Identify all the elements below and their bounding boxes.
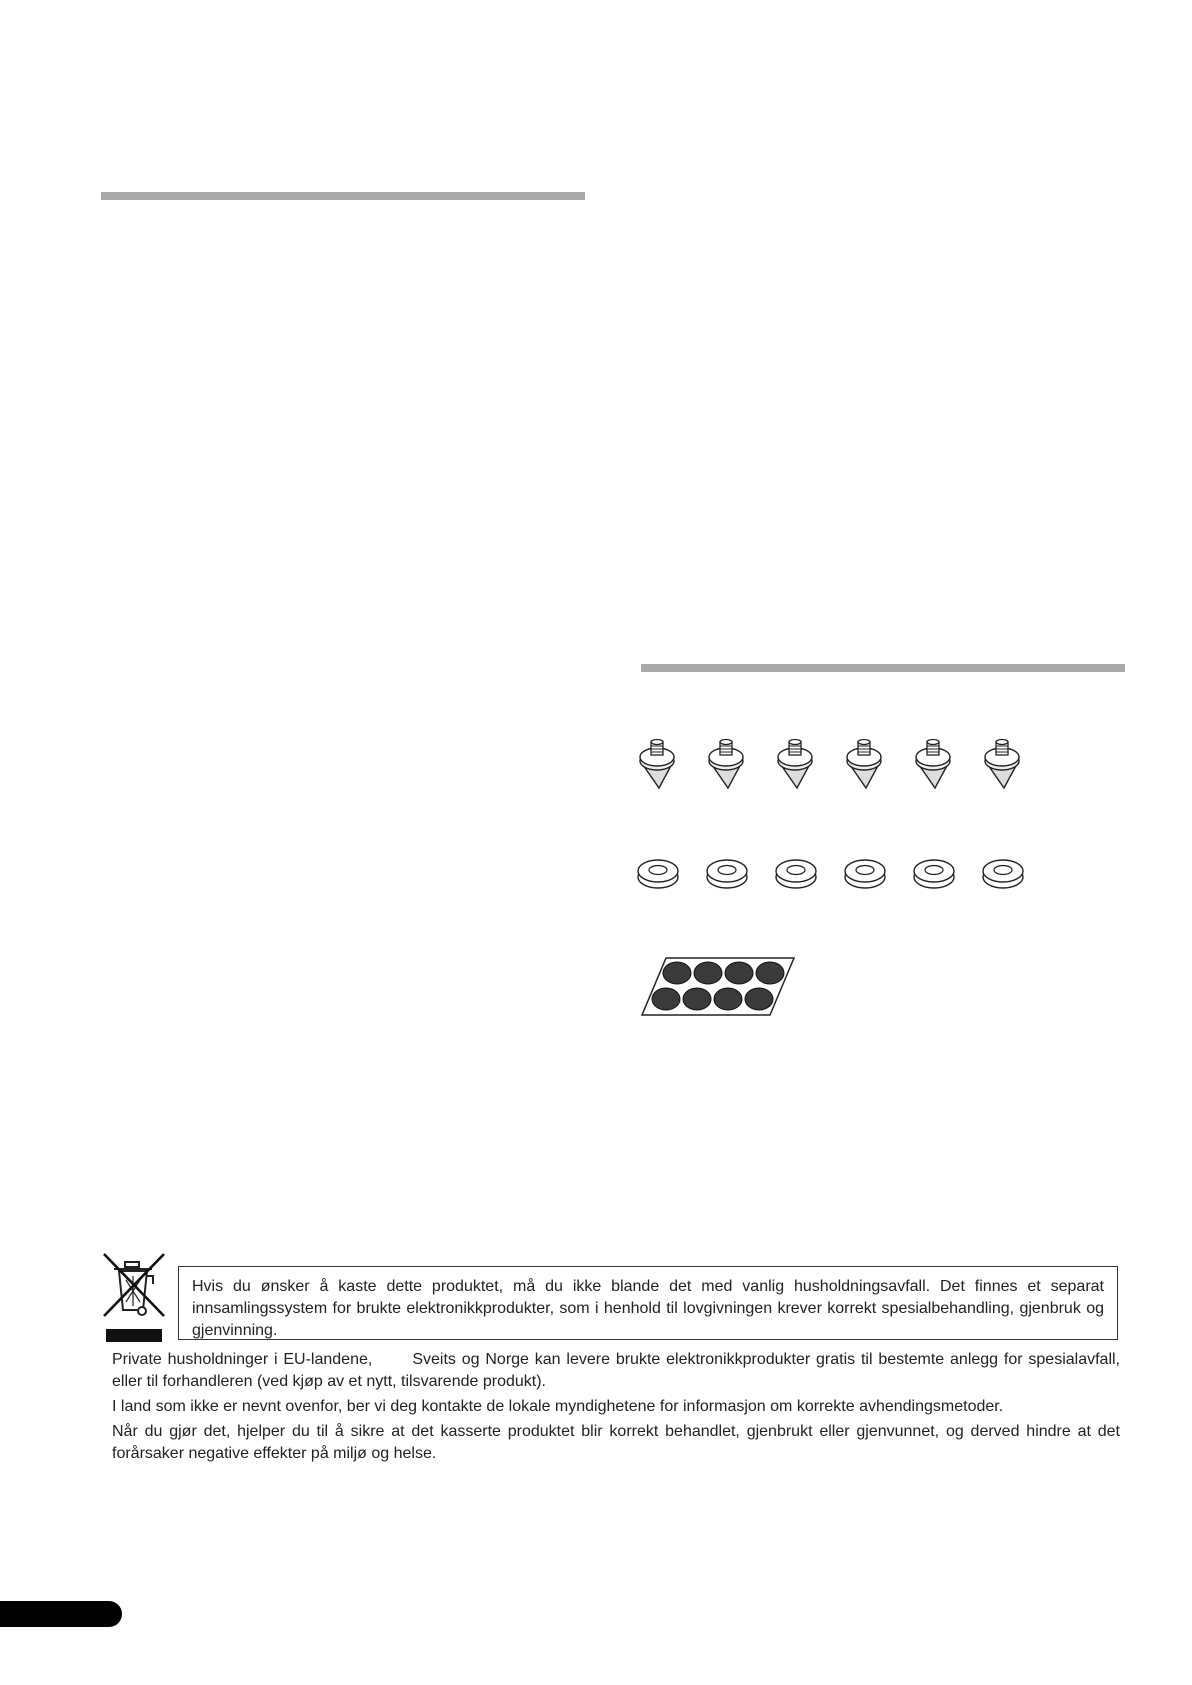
disposal-para-1-start: Private husholdninger i EU-landene,: [112, 1351, 373, 1368]
disposal-para-1-end: Sveits og Norge kan levere brukte elektronikkprodukter gratis til bestemte anlegg for spesialavfall, eller til forhandleren (ved kjøp av et nytt, tilsvarende produkt).: [112, 1351, 1121, 1390]
speaker-spike-icon: [635, 738, 679, 790]
disposal-notice-text: Hvis du ønsker å kaste dette produktet, må du ikke blande det med vanlig husholdningsavfall. Det finnes et separat innsamlingssystem for brukte elektronikkprodukter, som i henhold til lovgivningen krever korrekt spesialbehandling, gjenbruk og gjenvinning.: [192, 1278, 1104, 1339]
speaker-spike-icon: [842, 738, 886, 790]
section-rule-left: [101, 192, 585, 200]
spike-pad-icon: [635, 856, 681, 892]
spike-pad-icon: [704, 856, 750, 892]
disposal-para-1: [112, 1349, 1120, 1393]
speaker-spike-icon: [980, 738, 1024, 790]
non-skid-pad-sheet-icon: [640, 955, 795, 1019]
spike-pad-icon: [911, 856, 957, 892]
disposal-para-3: Når du gjør det, hjelper du til å sikre at det kasserte produktet blir korrekt behandlet, gjenbrukt eller gjenvunnet, og derved hindre at det forårsaker negative effekter på miljø og helse.: [112, 1423, 1120, 1462]
speaker-spike-icon: [773, 738, 817, 790]
disposal-para-2: I land som ikke er nevnt ovenfor, ber vi deg kontakte de lokale myndighetene for informasjon om korrekte avhendingsmetoder.: [112, 1398, 1004, 1415]
page-number-tab: [0, 1601, 122, 1627]
spike-pad-icon: [773, 856, 819, 892]
spike-pad-icon: [980, 856, 1026, 892]
speaker-spike-icon: [911, 738, 955, 790]
weee-bin-icon: [102, 1252, 166, 1344]
speaker-spike-icon: [704, 738, 748, 790]
section-rule-right: [641, 664, 1125, 672]
disposal-notice-box: [178, 1266, 1118, 1340]
spike-pad-icon: [842, 856, 888, 892]
disposal-body-text: [112, 1349, 1120, 1468]
